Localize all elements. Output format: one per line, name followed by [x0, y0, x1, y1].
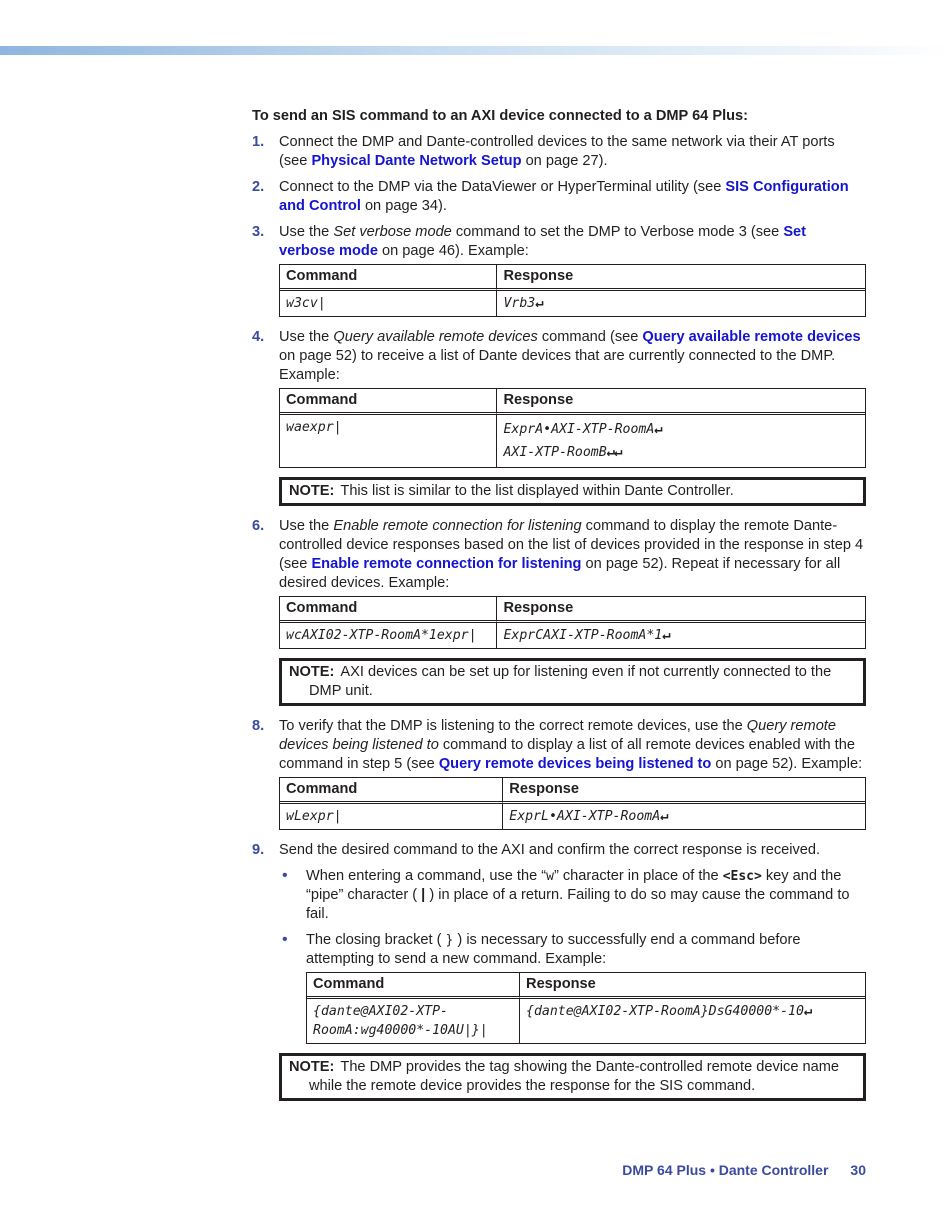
step-text: on page 52). Example: [711, 756, 863, 772]
step-2 [252, 178, 866, 216]
note-box [279, 1053, 866, 1101]
page-content [252, 107, 866, 1101]
example-table [279, 777, 866, 830]
return-icon: ↵ [614, 444, 622, 460]
note-label: NOTE: [289, 1059, 335, 1075]
response-cell: ExprL•AXI-XTP-RoomA↵ [502, 804, 865, 829]
return-icon: ↵ [662, 627, 670, 643]
command-name: Query remote devices being listened to [279, 718, 836, 753]
return-icon: ↵ [606, 444, 615, 460]
step-text: on page 52) to receive a list of Dante devices that are currently connected to the DMP. Example: [279, 348, 836, 383]
example-table [279, 596, 866, 649]
step-text: Use the [279, 329, 334, 345]
step-9 [252, 841, 866, 1101]
link-query-available-remote-devices[interactable]: Query available remote devices [642, 329, 861, 345]
column-header-response: Response [502, 778, 865, 804]
step-number: 4. [252, 329, 265, 345]
bullet-item: • When entering a command, use the “w” character in place of the <Esc> key and the “pipe” character ( | ) in place of a return. Failing to do so may cause the command to fail. [282, 867, 850, 922]
step-number: 3. [252, 224, 265, 240]
return-icon: ↵ [535, 295, 543, 311]
step-text: Send the desired command to the AXI and confirm the correct response is received. [279, 842, 821, 858]
step-text: command to set the DMP to Verbose mode 3 (see [451, 224, 784, 240]
command-cell: waexpr| [286, 420, 342, 435]
step-text: Connect the DMP and Dante-controlled devices to the same network via their AT ports (see [279, 134, 835, 169]
step-text: on page 52). Repeat if necessary for all desired devices. Example: [279, 556, 841, 591]
footer-title: DMP 64 Plus • Dante Controller [622, 1162, 829, 1178]
step-number: 9. [252, 842, 265, 858]
column-header-response: Response [496, 265, 865, 291]
note-box [279, 658, 866, 706]
step-4 [252, 328, 866, 506]
command-name: Enable remote connection for listening [333, 518, 582, 534]
example-table [279, 264, 866, 317]
command-cell: {dante@AXI02-XTP- RoomA:wg40000*-10AU|}| [313, 1004, 488, 1038]
note-text: The DMP provides the tag showing the Dante-controlled remote device name while the remote device provides the response for the SIS command. [309, 1059, 840, 1094]
link-enable-remote-connection-for-listening[interactable]: Enable remote connection for listening [311, 556, 582, 572]
note-box [279, 477, 866, 506]
step-text: To verify that the DMP is listening to the correct remote devices, use the [279, 718, 747, 734]
column-header-command: Command [280, 597, 496, 623]
note-text: AXI devices can be set up for listening even if not currently connected to the DMP unit. [309, 664, 832, 699]
procedure-heading: To send an SIS command to an AXI device connected to a DMP 64 Plus: [252, 108, 749, 124]
command-cell: wLexpr| [286, 809, 342, 824]
step-number: 6. [252, 518, 265, 534]
step-text: on page 34). [360, 198, 447, 214]
step-text: command to display the remote Dante-controlled device responses based on the list of devices provided in the response in step 4 (see [279, 518, 864, 572]
column-header-response: Response [496, 389, 865, 415]
response-cell: ExprA•AXI-XTP-RoomA↵ AXI-XTP-RoomB↵↵ [496, 415, 865, 467]
note-text: This list is similar to the list displayed within Dante Controller. [340, 483, 734, 499]
step-text: Use the [279, 224, 334, 240]
note-label: NOTE: [289, 664, 335, 680]
step-1 [252, 133, 866, 171]
column-header-response: Response [519, 973, 865, 999]
header-gradient-bar [0, 46, 950, 55]
example-table [279, 388, 866, 468]
step-6 [252, 517, 866, 706]
step-text: on page 46). Example: [377, 243, 529, 259]
page-number: 30 [850, 1162, 866, 1178]
bullet-item: • The closing bracket ( } ) is necessary to successfully end a command before attempting to send a new command. Example: Command Response {dante@AXI02-XTP- RoomA:wg40000*-10AU|}| {dante@AXI02-XTP-RoomA}DsG40000*-10↵ [279, 931, 866, 1044]
response-cell: {dante@AXI02-XTP-RoomA}DsG40000*-10↵ [519, 999, 865, 1043]
command-cell: wcAXI02-XTP-RoomA*1expr| [286, 628, 477, 643]
response-cell: ExprCAXI-XTP-RoomA*1↵ [496, 623, 865, 648]
step-text: on page 27). [521, 153, 608, 169]
command-cell: w3cv| [286, 296, 326, 311]
column-header-command: Command [280, 389, 496, 415]
pipe-character: | [421, 887, 426, 903]
return-icon: ↵ [654, 421, 662, 437]
step-number: 2. [252, 179, 265, 195]
column-header-command: Command [280, 265, 496, 291]
bullet-icon: • [282, 931, 288, 948]
step-number: 8. [252, 718, 265, 734]
return-icon: ↵ [660, 808, 668, 824]
column-header-response: Response [496, 597, 865, 623]
link-query-remote-devices-being-listened-to[interactable]: Query remote devices being listened to [438, 756, 712, 772]
step-text: command to display a list of all remote devices enabled with the command in step 5 (see [279, 737, 855, 772]
command-name: Query available remote devices [333, 329, 538, 345]
note-label: NOTE: [289, 483, 335, 499]
column-header-command: Command [280, 778, 502, 804]
step-text: command (see [537, 329, 643, 345]
step-8 [252, 717, 866, 830]
link-sis-configuration-and-control[interactable]: SIS Configuration and Control [279, 179, 849, 214]
step-number: 1. [252, 134, 265, 150]
bullet-icon: • [282, 867, 288, 884]
command-name: Set verbose mode [333, 224, 452, 240]
response-cell: Vrb3↵ [496, 291, 865, 316]
page-footer [600, 1161, 866, 1180]
step-3 [252, 223, 866, 317]
esc-key: <Esc> [722, 869, 762, 884]
link-set-verbose-mode[interactable]: Set verbose mode [279, 224, 807, 259]
link-physical-dante-network-setup[interactable]: Physical Dante Network Setup [311, 153, 522, 169]
column-header-command: Command [307, 973, 519, 999]
step-text: Connect to the DMP via the DataViewer or HyperTerminal utility (see [279, 179, 726, 195]
return-icon: ↵ [803, 1003, 812, 1019]
step-text: Use the [279, 518, 334, 534]
example-table [306, 972, 866, 1044]
